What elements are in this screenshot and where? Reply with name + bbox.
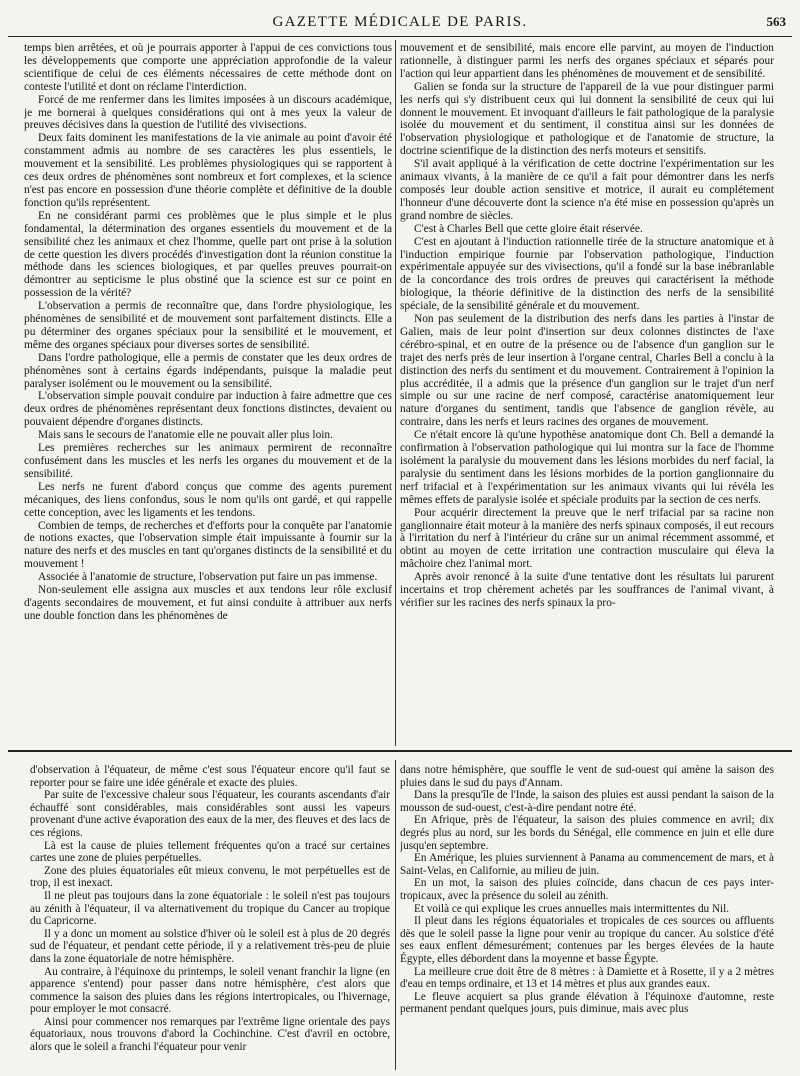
paragraph: L'observation a permis de reconnaître que, dans l'ordre physiologique, les phénomènes de sensibilité et de mouvement sont parfaitement distincts. Elle a pu déterminer des organes spéciaux pour la sensibilité et le mouvement, et même des organes spéciaux pour diverses sortes de sensibilité.	[24, 300, 392, 351]
paragraph: Associée à l'anatomie de structure, l'observation put faire un pas immense.	[38, 571, 378, 584]
section-separator	[8, 750, 792, 752]
paragraph: La meilleure crue doit être de 8 mètres : à Damiette et à Rosette, il y a 2 mètres d'eau en temps ordinaire, et 13 et 14 mètres et plus aux grandes eaux.	[400, 965, 774, 991]
paragraph: Le fleuve acquiert sa plus grande élévation à l'équinoxe d'automne, reste permanent pendant quelques jours, puis diminue, mais avec plus	[400, 990, 774, 1016]
paragraph: Ce n'était encore là qu'une hypothèse anatomique dont Ch. Bell a demandé la confirmation à l'observation pathologique qui lui montra sur la face de l'homme isolément la paralysie du mouvement dans les lésions morbides du nerf facial, la paralysie du sentiment dans les lésions morbides de la portion ganglionnaire du nerf trifacial et à l'expérimentation sur les animaux vivants qui lui révéla les mêmes effets de paralysie isolée et spéciale produits par la section de ces nerfs.	[400, 429, 774, 506]
paragraph: Non pas seulement de la distribution des nerfs dans les parties à l'instar de Galien, mais de leur point d'insertion sur deux colonnes distinctes de l'axe cérébro-spinal, et en outre de la présence ou de l'absence d'un ganglion sur le trajet des nerfs près de leur insertion à l'organe central, Charles Bell a conclu à la distinction des nerfs du sentiment et du mouvement. Contrairement à l'opinion la plus accréditée, il a admis que la présence d'un ganglion sur le trajet d'un nerf simple ou sur une racine de nerf composé, caractérise anatomiquement leur nature d'organes du sentiment, tandis que l'absence de ganglion révèle, au contraire, dans les nerfs et leurs racines des organes de mouvement.	[400, 313, 774, 429]
paragraph: Il ne pleut pas toujours dans la zone équatoriale : le soleil n'est pas toujours au zénith à l'équateur, il va alternativement du tropique du Cancer au tropique du Capricorne.	[30, 889, 390, 928]
journal-title: GAZETTE MÉDICALE DE PARIS.	[272, 14, 528, 30]
column-divider	[395, 40, 396, 746]
paragraph: Les nerfs ne furent d'abord conçus que comme des agents purement mécaniques, des liens confondus, sous le nom qu'ils ont gardé, et qui rappelle cette conception, avec les ligaments et les tendons.	[24, 480, 392, 519]
page-number: 563	[766, 14, 786, 29]
paragraph: Et voilà ce qui explique les crues annuelles mais intermittentes du Nil.	[414, 902, 730, 915]
paragraph: C'est en ajoutant à l'induction rationnelle tirée de la structure anatomique et à l'induction empirique fournie par l'observation pathologique, l'induction expérimentale appuyée sur des vivisections, qu'il a fondé sur la base inébranlable de la concordance des trois ordres de preuves qui caractérisent la méthode biologique, la théorie définitive de la distinction des nerfs de la sensibilité spéciale, de la sensibilité générale et du mouvement.	[400, 235, 774, 313]
paragraph: Forcé de me renfermer dans les limites imposées à un discours académique, je me bornerai à quelques considérations qui ont à mes yeux la valeur de preuves décisives dans la question de l'utilité des vivisections.	[24, 93, 392, 132]
paragraph: En ne considérant parmi ces problèmes que le plus simple et le plus fondamental, la détermination des organes essentiels du mouvement et de la sensibilité chez les animaux et chez l'homme, quelle part ont prise à la solution de cette question les divers procédés d'investigation dont la réunion constitue la méthode dans les sciences biologiques, et par quelles preuves pourrait-on démontrer au septicisme le plus obstiné que la science est sur ce point en possession de la vérité?	[24, 209, 392, 300]
paragraph: S'il avait appliqué à la vérification de cette doctrine l'expérimentation sur les animaux vivants, à la manière de ce qu'il a fait pour démontrer dans les nerfs composés leur double action sensitive et motrice, il aurait eu complétement l'honneur d'une découverte dont la science n'a été mise en possession qu'après un grand nombre de siècles.	[400, 158, 774, 222]
paragraph: Il y a donc un moment au solstice d'hiver où le soleil est à plus de 20 degrés sud de l'équateur, et pendant cette période, il y a relativement très-peu de pluie dans la zone équatoriale de notre hémisphère.	[30, 927, 390, 965]
paragraph: En Amérique, les pluies surviennent à Panama au commencement de mars, et à Saint-Velas, en Californie, au milieu de juin.	[400, 852, 774, 877]
page-header	[8, 10, 792, 38]
paragraph: Il pleut dans les régions équatoriales et tropicales de ces sources ou affluents dès que le soleil passe la ligne pour venir au tropique du cancer. Au solstice d'été ses eaux enflent démesurément; contenues par les berges élevées de la haute Égypte, elles débordent dans la moyenne et basse Égypte.	[400, 915, 774, 965]
paragraph: C'est à Charles Bell que cette gloire était réservée.	[414, 222, 643, 235]
upper-left-column	[24, 42, 392, 742]
paragraph: Deux faits dominent les manifestations de la vie animale au point d'avoir été constamment admis au nombre de ses caractères les plus essentiels, le mouvement et la sensibilité. Les problèmes physiologiques qui se rapportent à ces deux ordres de phénomènes sont nombreux et fort complexes, et la science n'est pas encore en possession d'une théorie complète et définitive de la double fonction qu'ils représentent.	[24, 132, 392, 209]
paragraph: Dans la presqu'île de l'Inde, la saison des pluies est aussi pendant la saison de la mousson de sud-ouest, c'est-à-dire pendant notre été.	[400, 789, 774, 814]
paragraph: En Afrique, près de l'équateur, la saison des pluies commence en avril; dix degrés plus au nord, sur les bords du Sénégal, elle commence en juin et elle dure jusqu'en septembre.	[400, 814, 774, 852]
paragraph: Après avoir renoncé à la suite d'une tentative dont les résultats lui parurent incertains et trop chèrement achetés par les souffrances de l'animal vivant, à vérifier sur les racines des nerfs spinaux la pro-	[400, 571, 774, 609]
paragraph: Combien de temps, de recherches et d'efforts pour la conquête par l'anatomie de notions exactes, que l'observation simple était impuissante à fournir sur la nature des nerfs et des muscles en tant qu'organes distincts de la sensibilité et du mouvement !	[24, 519, 392, 571]
paragraph: Ainsi pour commencer nos remarques par l'extrême ligne orientale des pays équatoriaux, nous trouvons d'abord la Cochinchine. C'est d'avril en octobre, alors que le soleil a franchi l'équateur pour venir	[30, 1015, 390, 1054]
paragraph: temps bien arrêtées, et où je pourrais apporter à l'appui de ces convictions tous les développements que comporte une appréciation approfondie de la valeur scientifique de celui de ces éléments nécessaires de cette méthode dont on conteste l'utilité et dont on réclame l'interdiction.	[24, 42, 392, 93]
column-divider-lower	[395, 760, 396, 1070]
paragraph: Mais sans le secours de l'anatomie elle ne pouvait aller plus loin.	[38, 429, 333, 442]
paragraph: mouvement et de sensibilité, mais encore elle parvint, au moyen de l'induction rationnelle, à distinguer parmi les nerfs des organes spéciaux et séparés pour l'action qui leur appartient dans les phénomènes de mouvement et de sensibilité.	[400, 42, 774, 80]
paragraph: Par suite de l'excessive chaleur sous l'équateur, les courants ascendants d'air échauffé sont considérables, mais considérables sont aussi les vapeurs provenant d'une active évaporation des eaux de la mer, des fleuves et des lacs de ces régions.	[30, 789, 390, 839]
paragraph: dans notre hémisphère, que souffle le vent de sud-ouest qui amène la saison des pluies dans le sud du pays d'Annam.	[400, 764, 774, 789]
paragraph: L'observation simple pouvait conduire par induction à faire admettre que ces deux ordres de phénomènes représentant deux fonctions distinctes, devaient ou pouvaient dépendre d'organes distincts.	[24, 390, 392, 429]
paragraph: Zone des pluies équatoriales eût mieux convenu, le mot perpétuelles est de trop, il est inexact.	[30, 864, 390, 890]
header-rule	[8, 36, 792, 37]
lower-right-column	[400, 764, 774, 1070]
paragraph: d'observation à l'équateur, de même c'est sous l'équateur encore qu'il faut se reporter pour se faire une idée générale et exacte des pluies.	[30, 764, 390, 789]
paragraph: Au contraire, à l'équinoxe du printemps, le soleil venant franchir la ligne (en apparence s'entend) pour passer dans notre hémisphère, c'est alors que commence la saison des pluies dans les régions intertropicales, ou l'hivernage, pour employer le mot consacré.	[30, 965, 390, 1016]
paragraph: Les premières recherches sur les animaux permirent de reconnaître confusément dans les muscles et les nerfs les organes du mouvement et de la sensibilité.	[24, 442, 392, 480]
upper-right-column	[400, 42, 774, 742]
paragraph: Dans l'ordre pathologique, elle a permis de constater que les deux ordres de phénomènes sont à certains égards indépendants, puisque la maladie peut paralyser isolément ou le mouvement ou la sensibilité.	[24, 351, 392, 390]
paragraph: Non-seulement elle assigna aux muscles et aux tendons leur rôle exclusif d'agents secondaires de mouvement, et fut ainsi conduite à attribuer aux nerfs une double fonction dans les phénomènes de	[24, 584, 392, 622]
paragraph: En un mot, la saison des pluies coïncide, dans chacun de ces pays inter-tropicaux, avec la présence du soleil au zénith.	[400, 877, 774, 902]
paragraph: Pour acquérir directement la preuve que le nerf trifacial par sa racine non ganglionnaire était moteur à la manière des nerfs spinaux composés, il eut recours à l'irritation du nerf à l'intérieur du crâne sur un animal récemment assommé, et obtint au moyen de cette irritation une contraction musculaire qui éleva la mâchoire chez l'animal mort.	[400, 506, 774, 571]
lower-left-column	[30, 764, 390, 1070]
paragraph: Galien se fonda sur la structure de l'appareil de la vue pour distinguer parmi les nerfs qui s'y distribuent ceux qui lui donnent la sensibilité de ceux qui lui donnent le mouvement. Et invoquant d'ailleurs le fait pathologique de la paralysie isolée du mouvement et du sentiment, il constitua ainsi sur les données de l'observation physiologique et pathologique et de l'anatomie de structure, la doctrine scientifique de la distinction des nerfs moteurs et sensitifs.	[400, 80, 774, 158]
paragraph: Là est la cause de pluies tellement fréquentes qu'on a tracé sur certaines cartes une zone de pluies perpétuelles.	[30, 839, 390, 865]
